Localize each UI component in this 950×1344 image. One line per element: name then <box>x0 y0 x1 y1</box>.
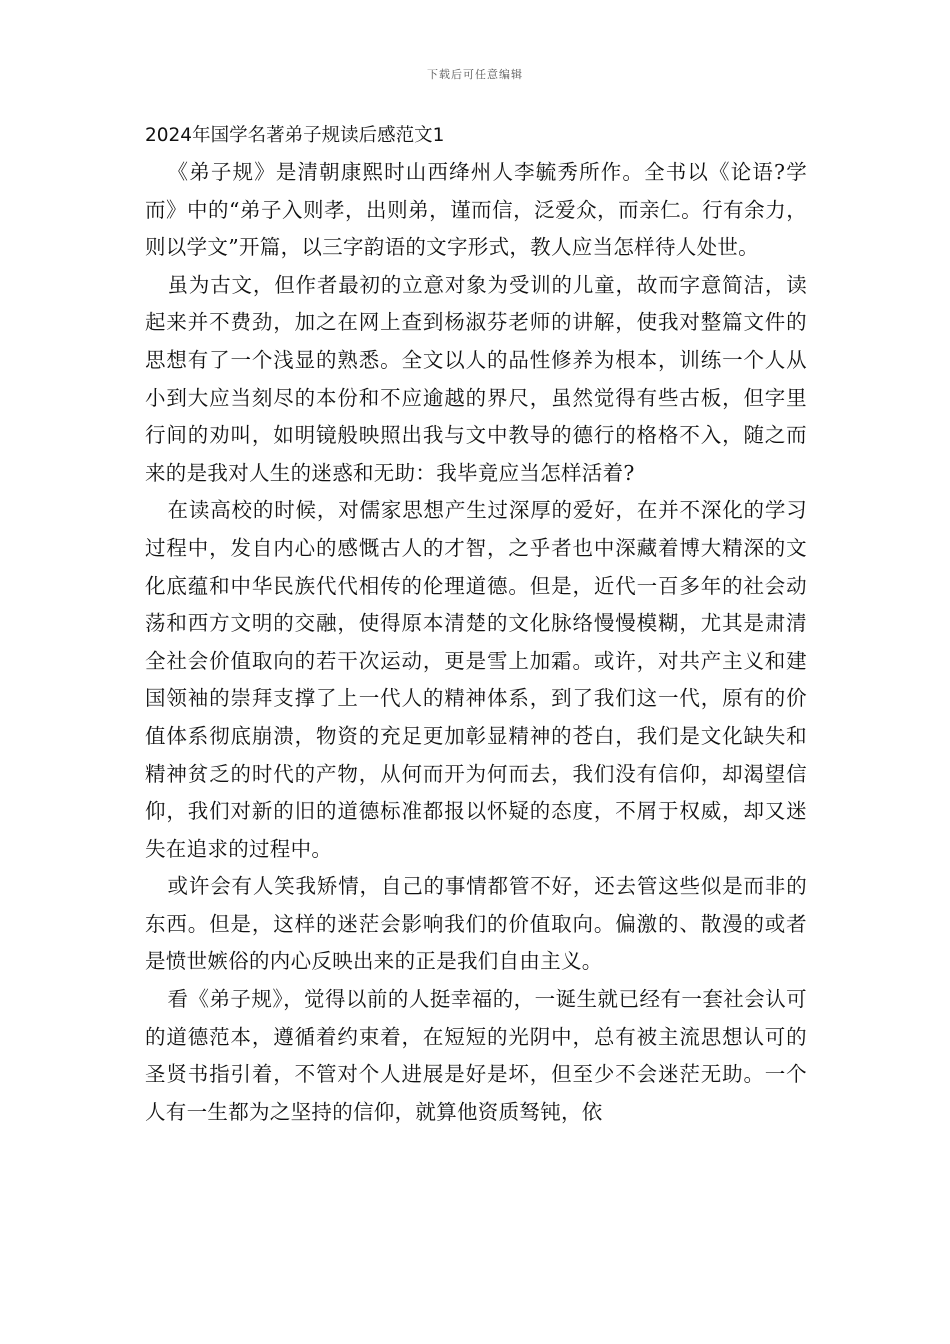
document-body <box>145 122 807 1131</box>
document-title: 2024年国学名著弟子规读后感范文1 <box>145 125 445 146</box>
paragraph-1: 《弟子规》是清朝康熙时山西绛州人李毓秀所作。全书以《论语?学而》中的“弟子入则孝，出则弟，谨而信，泛爱众，而亲仁。行有余力，则以学文”开篇，以三字韵语的文字形式，教人应当怎样待人处世。 <box>145 160 807 260</box>
paragraph-5: 看《弟子规》，觉得以前的人挺幸福的，一诞生就已经有一套社会认可的道德范本，遵循着约束着，在短短的光阴中，总有被主流思想认可的圣贤书指引着，不管对个人进展是好是坏，但至少不会迷茫无助。一个人有一生都为之坚持的信仰，就算他资质驽钝，依 <box>145 987 807 1124</box>
header-note: 下载后可任意编辑 <box>427 68 523 81</box>
paragraph-3: 在读高校的时候，对儒家思想产生过深厚的爱好，在并不深化的学习过程中，发自内心的感慨古人的才智，之乎者也中深藏着博大精深的文化底蕴和中华民族代代相传的伦理道德。但是，近代一百多年的社会动荡和西方文明的交融，使得原本清楚的文化脉络慢慢模糊，尤其是肃清全社会价值取向的若干次运动，更是雪上加霜。或许，对共产主义和建国领袖的崇拜支撑了上一代人的精神体系，到了我们这一代，原有的价值体系彻底崩溃，物资的充足更加彰显精神的苍白，我们是文化缺失和精神贫乏的时代的产物，从何而开为何而去，我们没有信仰，却渴望信仰，我们对新的旧的道德标准都报以怀疑的态度，不屑于权威，却又迷失在追求的过程中。 <box>145 498 807 861</box>
paragraph-4: 或许会有人笑我矫情，自己的事情都管不好，还去管这些似是而非的东西。但是，这样的迷茫会影响我们的价值取向。偏激的、散漫的或者是愤世嫉俗的内心反映出来的正是我们自由主义。 <box>145 874 807 974</box>
paragraph-2: 虽为古文，但作者最初的立意对象为受训的儿童，故而字意简洁，读起来并不费劲，加之在网上查到杨淑芬老师的讲解，使我对整篇文件的思想有了一个浅显的熟悉。全文以人的品性修养为根本，训练一个人从小到大应当刻尽的本份和不应逾越的界尺，虽然觉得有些古板，但字里行间的劝叫，如明镜般映照出我与文中教导的德行的格格不入，随之而来的是我对人生的迷惑和无助：我毕竟应当怎样活着? <box>145 272 807 485</box>
